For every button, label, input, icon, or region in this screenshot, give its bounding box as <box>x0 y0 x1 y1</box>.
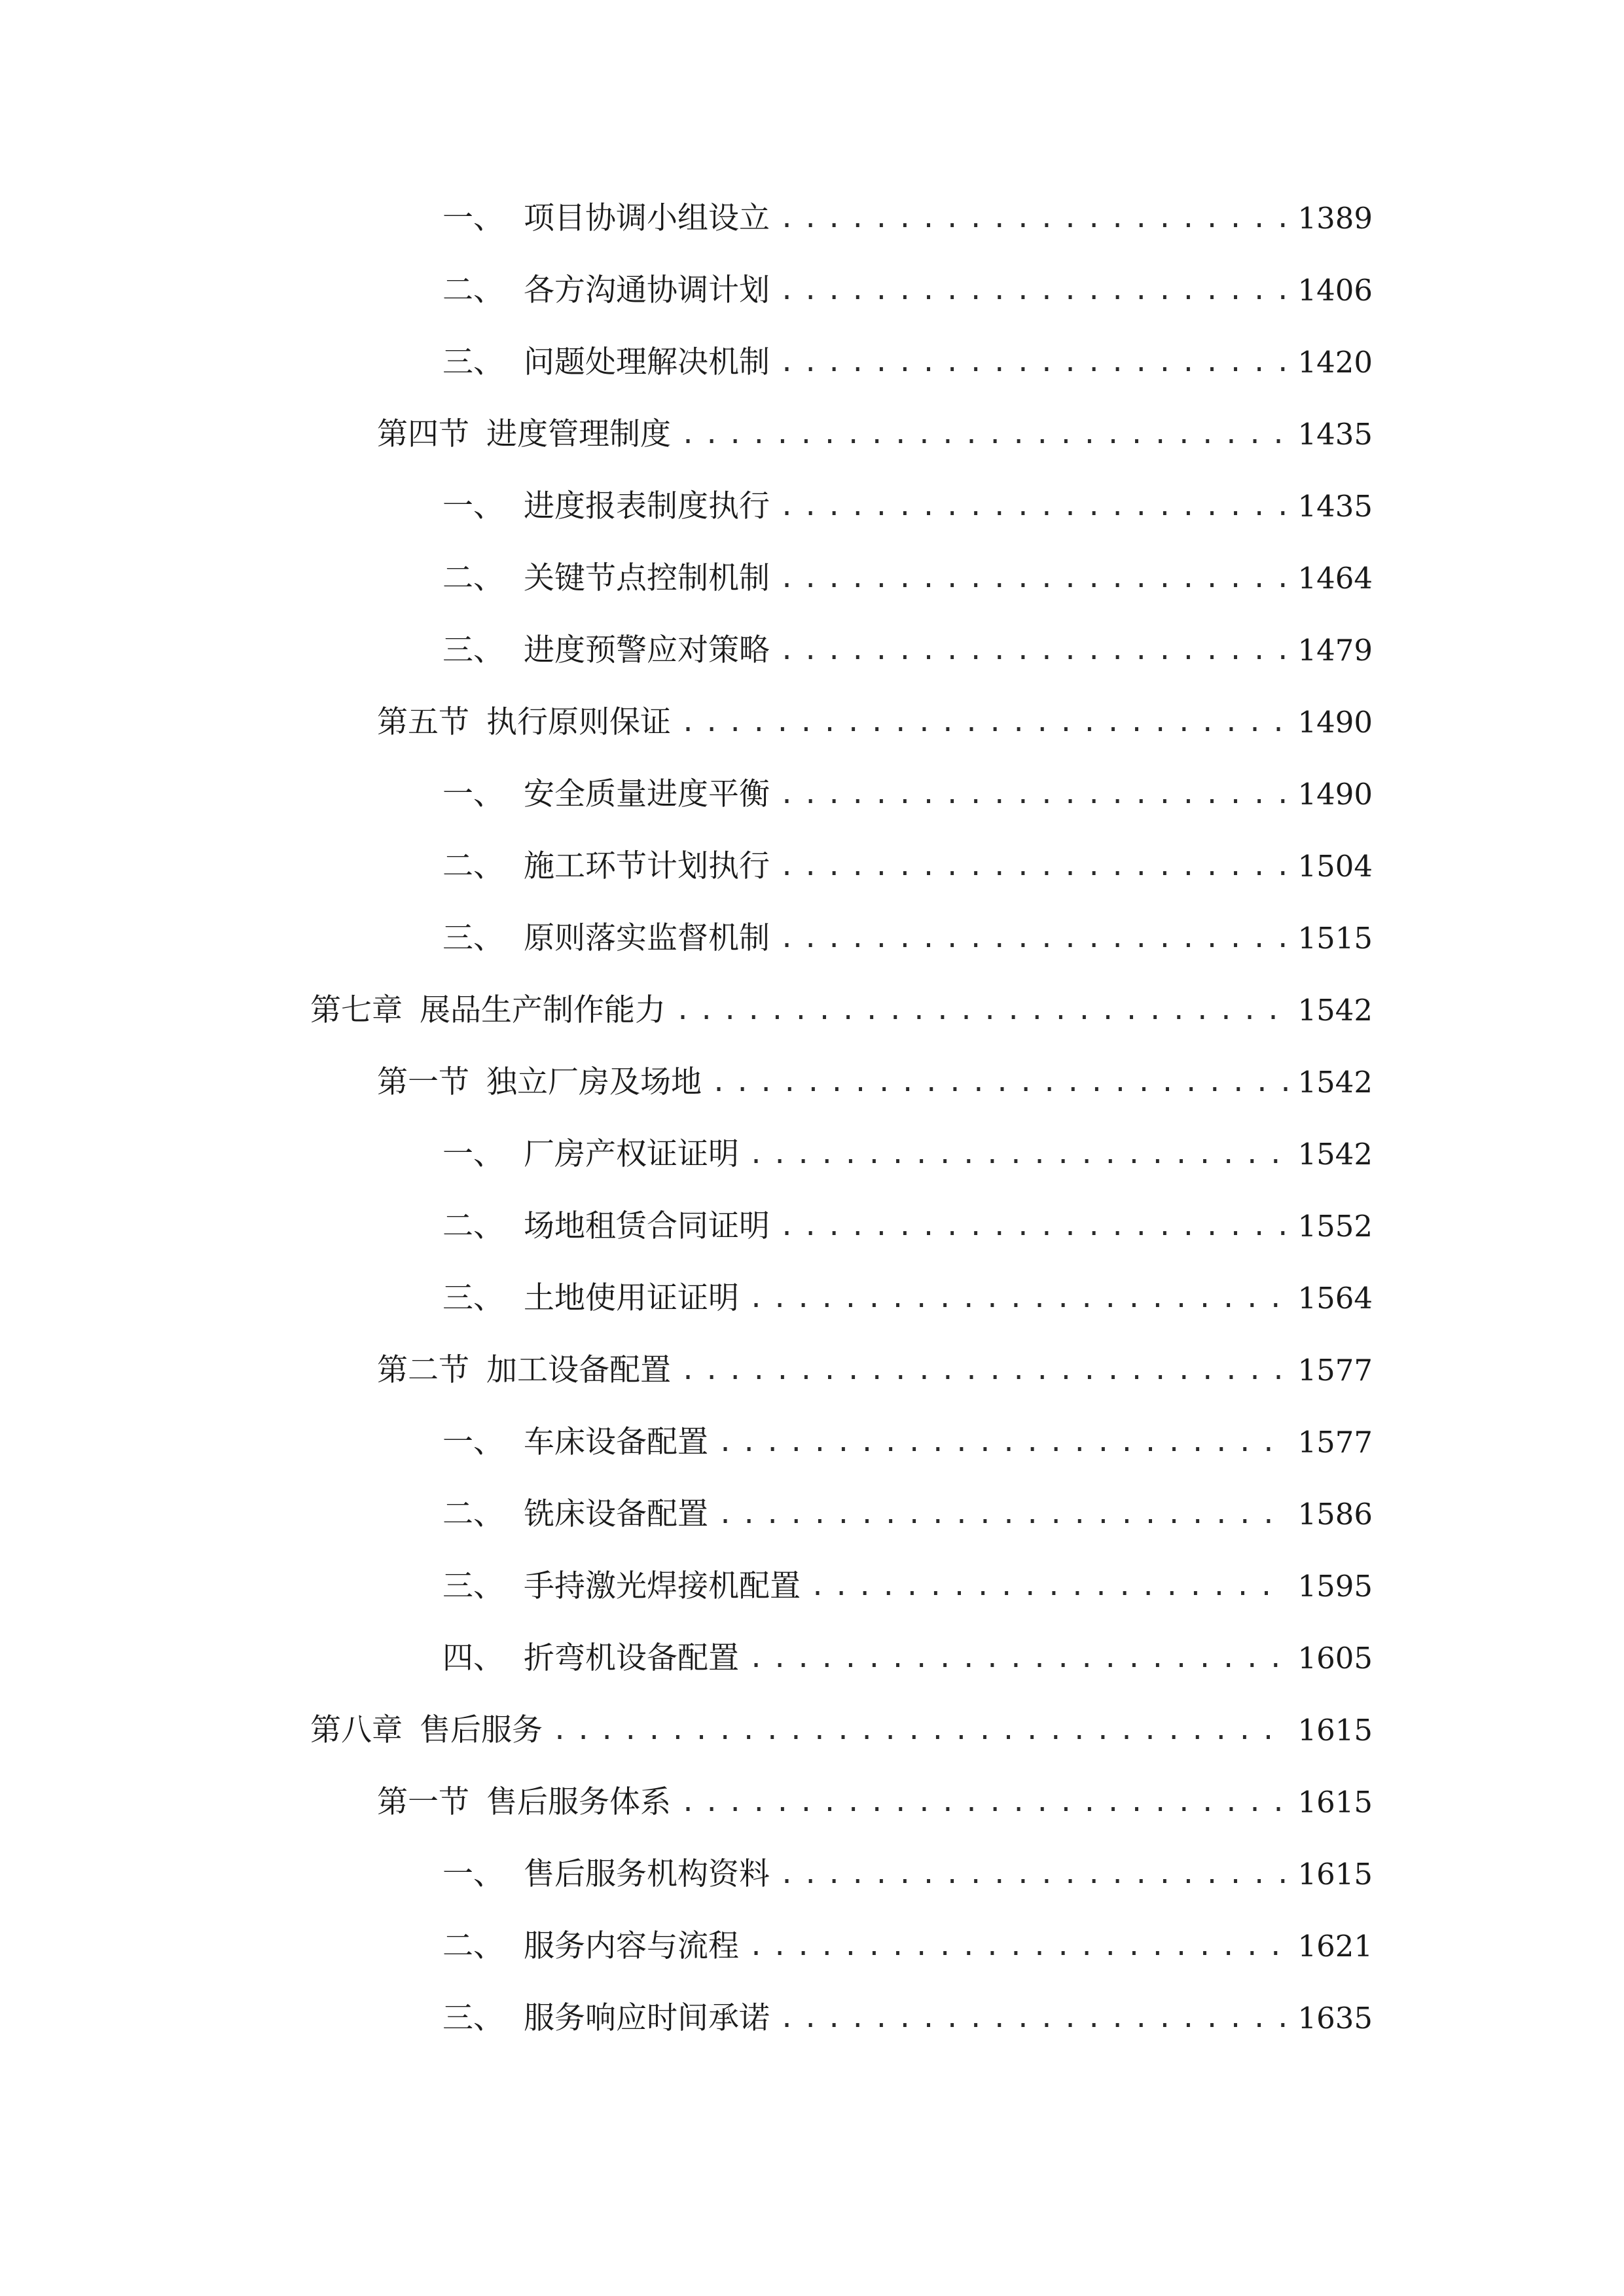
toc-entry[interactable] <box>442 912 1373 965</box>
toc-entry[interactable] <box>442 480 1373 533</box>
toc-entry-page: 1504 <box>1297 849 1373 884</box>
toc-entry[interactable] <box>442 336 1373 389</box>
toc-entry[interactable] <box>377 408 1373 461</box>
toc-entry-number: 三、 <box>442 632 504 668</box>
toc-entry-title: 施工环节计划执行 <box>524 848 770 884</box>
toc-entry[interactable] <box>442 1272 1373 1325</box>
dot-leader <box>748 1272 1288 1325</box>
dot-leader <box>680 696 1288 749</box>
toc-entry-page: 1542 <box>1297 1137 1373 1172</box>
toc-entry-title: 手持激光焊接机配置 <box>524 1568 801 1604</box>
toc-entry-number: 一、 <box>442 488 504 524</box>
toc-entry-page: 1490 <box>1297 777 1373 812</box>
toc-entry-title: 进度管理制度 <box>486 416 671 452</box>
dot-leader <box>717 1416 1288 1469</box>
dot-leader <box>779 840 1288 893</box>
toc-entry-page: 1435 <box>1297 489 1373 524</box>
toc-entry-page: 1490 <box>1297 705 1373 740</box>
toc-entry[interactable] <box>377 1056 1373 1109</box>
toc-entry[interactable] <box>442 1632 1373 1685</box>
dot-leader <box>779 480 1288 533</box>
dot-leader <box>680 1776 1288 1829</box>
toc-entry-title: 服务内容与流程 <box>524 1928 739 1964</box>
toc-entry[interactable] <box>310 1704 1373 1757</box>
dot-leader <box>779 912 1288 965</box>
toc-entry[interactable] <box>377 1776 1373 1829</box>
toc-entry-title: 土地使用证证明 <box>524 1280 739 1316</box>
toc-entry-title: 安全质量进度平衡 <box>524 776 770 812</box>
dot-leader <box>680 408 1288 461</box>
toc-entry-page: 1595 <box>1297 1569 1373 1604</box>
toc-entry[interactable] <box>310 984 1373 1037</box>
toc-entry-number: 三、 <box>442 920 504 956</box>
toc-entry-page: 1635 <box>1297 2001 1373 2036</box>
toc-entry-number: 二、 <box>442 272 504 308</box>
toc-entry[interactable] <box>442 1560 1373 1613</box>
dot-leader <box>552 1704 1288 1757</box>
toc-entry-title: 问题处理解决机制 <box>524 344 770 380</box>
dot-leader <box>779 624 1288 677</box>
toc-entry[interactable] <box>442 1200 1373 1253</box>
toc-entry-number: 一、 <box>442 200 504 236</box>
toc-entry-number: 第四节 <box>377 416 469 452</box>
toc-entry-number: 一、 <box>442 1136 504 1172</box>
toc-entry-title: 售后服务体系 <box>486 1784 671 1820</box>
toc-entry-title: 执行原则保证 <box>486 704 671 740</box>
toc-entry-number: 一、 <box>442 1856 504 1892</box>
toc-entry[interactable] <box>442 1992 1373 2045</box>
toc-entry-title: 服务响应时间承诺 <box>524 2000 770 2036</box>
dot-leader <box>748 1632 1288 1685</box>
toc-entry-number: 第二节 <box>377 1352 469 1388</box>
toc-entry[interactable] <box>442 264 1373 317</box>
toc-entry-page: 1464 <box>1297 561 1373 596</box>
dot-leader <box>779 1848 1288 1901</box>
toc-entry-page: 1577 <box>1297 1425 1373 1460</box>
toc-entry[interactable] <box>442 552 1373 605</box>
toc-entry[interactable] <box>442 192 1373 245</box>
toc-entry-page: 1515 <box>1297 921 1373 956</box>
toc-entry-title: 折弯机设备配置 <box>524 1640 739 1676</box>
toc-entry[interactable] <box>442 1848 1373 1901</box>
toc-entry[interactable] <box>442 624 1373 677</box>
toc-entry-number: 二、 <box>442 1928 504 1964</box>
toc-entry-number: 第七章 <box>310 992 403 1028</box>
dot-leader <box>810 1560 1288 1613</box>
dot-leader <box>675 984 1288 1037</box>
toc-entry-title: 独立厂房及场地 <box>486 1064 702 1100</box>
toc-entry-title: 展品生产制作能力 <box>420 992 666 1028</box>
toc-entry-number: 三、 <box>442 1280 504 1316</box>
toc-entry-title: 各方沟通协调计划 <box>524 272 770 308</box>
toc-entry-page: 1615 <box>1297 1713 1373 1748</box>
toc-entry-number: 四、 <box>442 1640 504 1676</box>
toc-entry-number: 三、 <box>442 344 504 380</box>
toc-entry-page: 1552 <box>1297 1209 1373 1244</box>
dot-leader <box>779 1200 1288 1253</box>
toc-entry-title: 厂房产权证证明 <box>524 1136 739 1172</box>
toc-entry-page: 1479 <box>1297 633 1373 668</box>
toc-entry-page: 1621 <box>1297 1929 1373 1964</box>
toc-entry-page: 1420 <box>1297 345 1373 380</box>
toc-entry[interactable] <box>442 1416 1373 1469</box>
dot-leader <box>748 1128 1288 1181</box>
toc-entry-title: 进度预警应对策略 <box>524 632 770 668</box>
toc-entry[interactable] <box>442 1920 1373 1973</box>
toc-entry-page: 1542 <box>1297 993 1373 1028</box>
dot-leader <box>711 1056 1288 1109</box>
dot-leader <box>680 1344 1288 1397</box>
toc-entry-page: 1615 <box>1297 1785 1373 1820</box>
dot-leader <box>779 1992 1288 2045</box>
dot-leader <box>779 264 1288 317</box>
toc-entry[interactable] <box>442 1488 1373 1541</box>
dot-leader <box>779 768 1288 821</box>
toc-entry-title: 项目协调小组设立 <box>524 200 770 236</box>
toc-entry-title: 售后服务机构资料 <box>524 1856 770 1892</box>
toc-entry-number: 一、 <box>442 1424 504 1460</box>
toc-entry-title: 原则落实监督机制 <box>524 920 770 956</box>
toc-entry-title: 车床设备配置 <box>524 1424 708 1460</box>
toc-entry[interactable] <box>442 1128 1373 1181</box>
dot-leader <box>779 552 1288 605</box>
toc-entry-number: 二、 <box>442 1496 504 1532</box>
toc-entry-page: 1605 <box>1297 1641 1373 1676</box>
toc-entry-number: 二、 <box>442 1208 504 1244</box>
toc-entry-title: 进度报表制度执行 <box>524 488 770 524</box>
toc-entry-page: 1406 <box>1297 273 1373 308</box>
toc-entry-page: 1586 <box>1297 1497 1373 1532</box>
dot-leader <box>717 1488 1288 1541</box>
toc-entry-title: 场地租赁合同证明 <box>524 1208 770 1244</box>
dot-leader <box>779 336 1288 389</box>
toc-entry-title: 售后服务 <box>420 1712 543 1748</box>
toc-entry[interactable] <box>377 1344 1373 1397</box>
toc-entry-page: 1615 <box>1297 1857 1373 1892</box>
toc-entry-title: 加工设备配置 <box>486 1352 671 1388</box>
toc-entry-number: 二、 <box>442 848 504 884</box>
toc-entry-page: 1542 <box>1297 1065 1373 1100</box>
toc-entry[interactable] <box>442 768 1373 821</box>
toc-entry-title: 铣床设备配置 <box>524 1496 708 1532</box>
toc-entry-page: 1389 <box>1297 201 1373 236</box>
toc-entry-page: 1577 <box>1297 1353 1373 1388</box>
toc-entry-number: 三、 <box>442 1568 504 1604</box>
dot-leader <box>748 1920 1288 1973</box>
dot-leader <box>779 192 1288 245</box>
toc-entry-number: 第八章 <box>310 1712 403 1748</box>
toc-entry[interactable] <box>377 696 1373 749</box>
toc-entry[interactable] <box>442 840 1373 893</box>
toc-entry-number: 二、 <box>442 560 504 596</box>
toc-entry-number: 三、 <box>442 2000 504 2036</box>
toc-entry-number: 第五节 <box>377 704 469 740</box>
toc-entry-title: 关键节点控制机制 <box>524 560 770 596</box>
toc-entry-page: 1435 <box>1297 417 1373 452</box>
toc-entry-number: 第一节 <box>377 1064 469 1100</box>
toc-entry-page: 1564 <box>1297 1281 1373 1316</box>
toc-entry-number: 第一节 <box>377 1784 469 1820</box>
toc-entry-number: 一、 <box>442 776 504 812</box>
